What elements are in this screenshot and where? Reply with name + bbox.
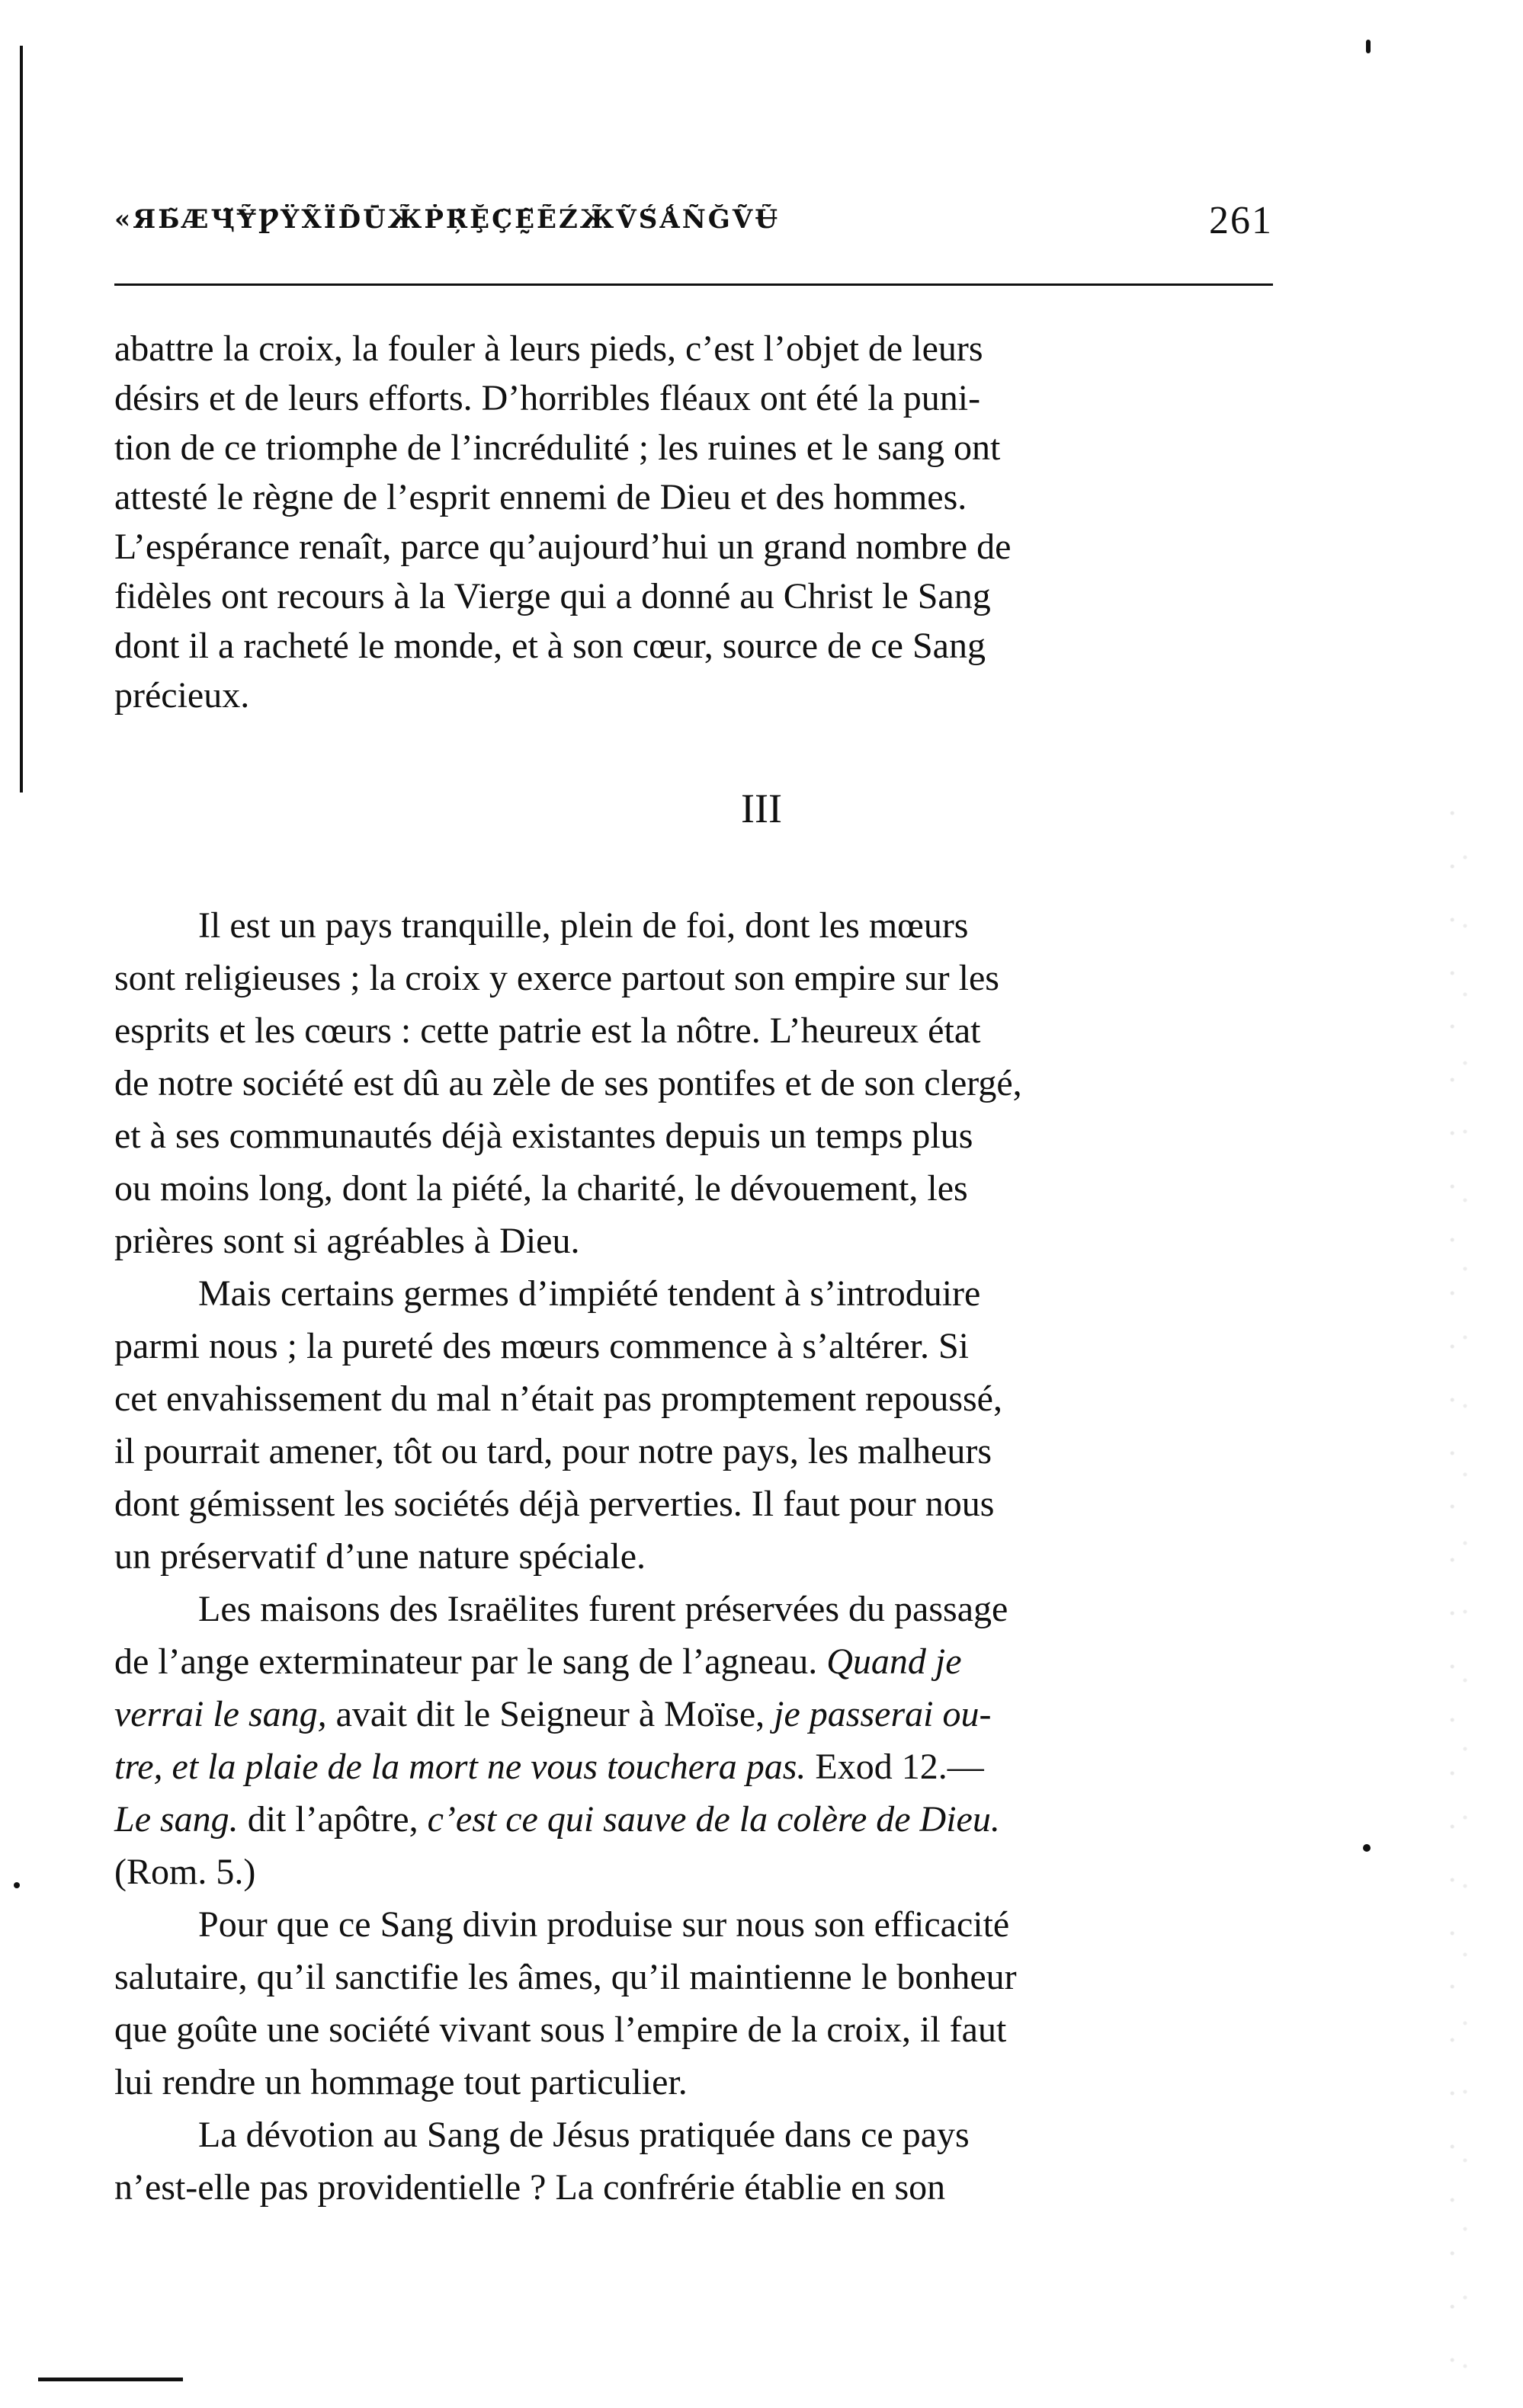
text-line: attesté le règne de l’esprit ennemi de Dieu et des hommes. bbox=[114, 477, 967, 517]
section-body bbox=[114, 899, 1273, 2214]
text-line: salutaire, qu’il sanctifie les âmes, qu’il maintienne le bonheur bbox=[114, 1957, 1017, 1997]
italic-quote: c’est ce qui sauve de la colère de Dieu. bbox=[427, 1799, 1000, 1840]
text-run: de l’ange exterminateur par le sang de l’agneau. bbox=[114, 1641, 827, 1682]
paragraph-continued bbox=[114, 324, 1273, 720]
scan-edge-artifact bbox=[1447, 808, 1515, 2408]
text-line: prières sont si agréables à Dieu. bbox=[114, 1221, 580, 1261]
scan-speck bbox=[1363, 1844, 1371, 1852]
text-run: avait dit le Seigneur à Moïse, bbox=[326, 1694, 774, 1734]
section-heading: III bbox=[741, 786, 782, 831]
text-line: et à ses communautés déjà existantes depuis un temps plus bbox=[114, 1116, 973, 1156]
text-line: de notre société est dû au zèle de ses pontifes et de son clergé, bbox=[114, 1063, 1022, 1103]
italic-quote: Le sang. bbox=[114, 1799, 239, 1840]
text-line: parmi nous ; la pureté des mœurs commence à s’altérer. Si bbox=[114, 1326, 969, 1366]
text-line: Il est un pays tranquille, plein de foi, dont les mœurs bbox=[198, 905, 969, 946]
text-line: il pourrait amener, tôt ou tard, pour notre pays, les malheurs bbox=[114, 1431, 992, 1471]
text-line: cet envahissement du mal n’était pas promptement repoussé, bbox=[114, 1379, 1002, 1419]
text-line: dont gémissent les sociétés déjà perverties. Il faut pour nous bbox=[114, 1484, 995, 1524]
text-line: dont il a racheté le monde, et à son cœur, source de ce Sang bbox=[114, 626, 986, 666]
header-rule bbox=[114, 283, 1273, 286]
footer-rule-fragment bbox=[38, 2378, 183, 2381]
text-line: sont religieuses ; la croix y exerce partout son empire sur les bbox=[114, 958, 999, 998]
citation: Exod 12.— bbox=[806, 1747, 984, 1787]
text-line bbox=[114, 1688, 1273, 1740]
text-line: Les maisons des Israëlites furent préservées du passage bbox=[198, 1589, 1008, 1629]
text-run: dit l’apôtre, bbox=[238, 1799, 428, 1840]
text-line: fidèles ont recours à la Vierge qui a donné au Christ le Sang bbox=[114, 576, 991, 616]
text-line: Mais certains germes d’impiété tendent à s’introduire bbox=[198, 1273, 981, 1314]
text-line: lui rendre un hommage tout particulier. bbox=[114, 2062, 688, 2102]
scan-binding-line bbox=[20, 46, 23, 793]
text-line: tion de ce triomphe de l’incrédulité ; les ruines et le sang ont bbox=[114, 427, 1001, 468]
citation: (Rom. 5.) bbox=[114, 1852, 256, 1892]
text-line bbox=[114, 1635, 1273, 1688]
text-line: La dévotion au Sang de Jésus pratiquée dans ce pays bbox=[198, 2115, 970, 2155]
text-line: L’espérance renaît, parce qu’aujourd’hui un grand nombre de bbox=[114, 527, 1012, 567]
text-line: abattre la croix, la fouler à leurs pieds, c’est l’objet de leurs bbox=[114, 328, 983, 369]
italic-quote: verrai le sang, bbox=[114, 1694, 327, 1734]
text-line: un préservatif d’une nature spéciale. bbox=[114, 1536, 646, 1577]
text-line: esprits et les cœurs : cette patrie est la nôtre. L’heureux état bbox=[114, 1010, 981, 1051]
italic-quote: Quand je bbox=[826, 1641, 962, 1682]
italic-quote: je passerai ou- bbox=[774, 1694, 992, 1734]
text-line: Pour que ce Sang divin produise sur nous son efficacité bbox=[198, 1904, 1010, 1945]
scan-speck bbox=[1366, 40, 1371, 53]
text-line: que goûte une société vivant sous l’empire de la croix, il faut bbox=[114, 2009, 1007, 2050]
text-line bbox=[114, 1740, 1273, 1793]
scan-speck bbox=[14, 1882, 20, 1888]
text-line bbox=[114, 1793, 1273, 1846]
text-line: précieux. bbox=[114, 675, 250, 716]
page-number: 261 bbox=[1209, 199, 1273, 242]
header-ornament-title: «ЯЬ̃ӔҶ̃Ɏ̃ǷŸX̃ḮD̃ṺЖ̃ṖŖ̃ḜÇ̃Ḛ̃ẼŹЖ̃ṼŚ̃ǺÑĞṼɄ̃ bbox=[114, 204, 780, 235]
text-line: n’est-elle pas providentielle ? La confrérie établie en son bbox=[114, 2167, 946, 2208]
italic-quote: tre, et la plaie de la mort ne vous touchera pas. bbox=[114, 1747, 806, 1787]
text-line: ou moins long, dont la piété, la charité, le dévouement, les bbox=[114, 1168, 968, 1209]
text-line: désirs et de leurs efforts. D’horribles fléaux ont été la puni- bbox=[114, 378, 981, 418]
running-header bbox=[114, 198, 1273, 259]
